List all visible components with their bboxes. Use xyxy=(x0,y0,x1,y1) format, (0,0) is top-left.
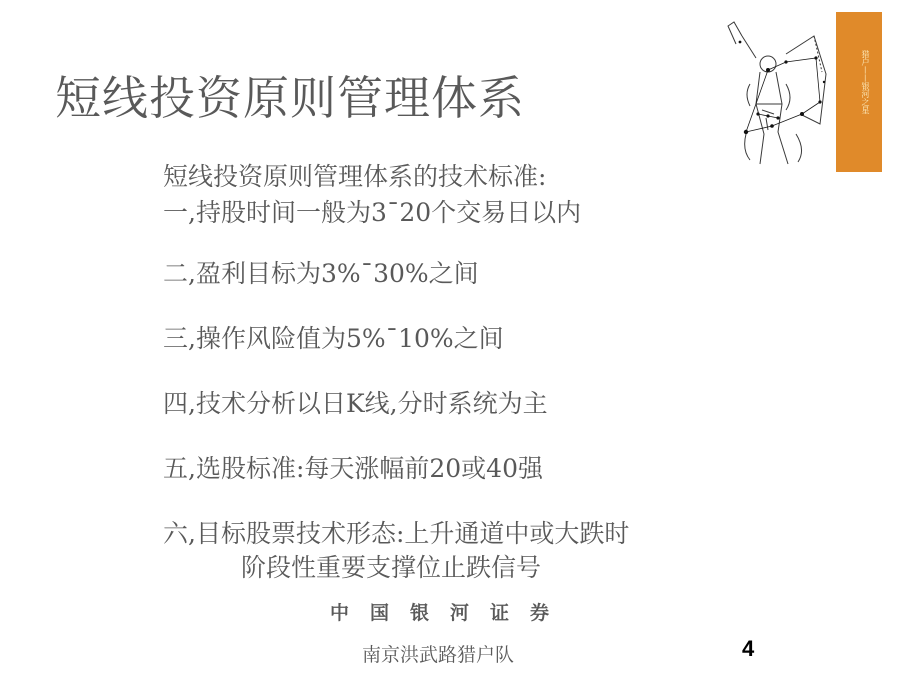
vertical-banner xyxy=(836,12,882,172)
content-item-2: 二,盈利目标为3%¯30%之间 xyxy=(163,259,479,288)
page-number: 4 xyxy=(742,636,755,661)
footer-company: 中国银河证券 xyxy=(330,602,571,624)
footer-team: 南京洪武路猎户队 xyxy=(362,644,515,666)
content-item-6: 六,目标股票技术形态:上升通道中或大跌时 xyxy=(163,519,630,548)
content-item-5: 五,选股标准:每天涨幅前20或40强 xyxy=(163,454,543,483)
content-item-1: 一,持股时间一般为3¯20个交易日以内 xyxy=(163,198,582,227)
content-item-4: 四,技术分析以日K线,分时系统为主 xyxy=(163,389,548,418)
content-item-3: 三,操作风险值为5%¯10%之间 xyxy=(163,324,504,353)
orion-constellation-illustration xyxy=(716,14,836,172)
banner-text: 猎户——银河之星 xyxy=(861,50,870,114)
content-item-6-continued: 阶段性重要支撑位止跌信号 xyxy=(241,553,542,582)
slide-title: 短线投资原则管理体系 xyxy=(55,71,525,125)
content-heading: 短线投资原则管理体系的技术标准: xyxy=(163,162,547,191)
